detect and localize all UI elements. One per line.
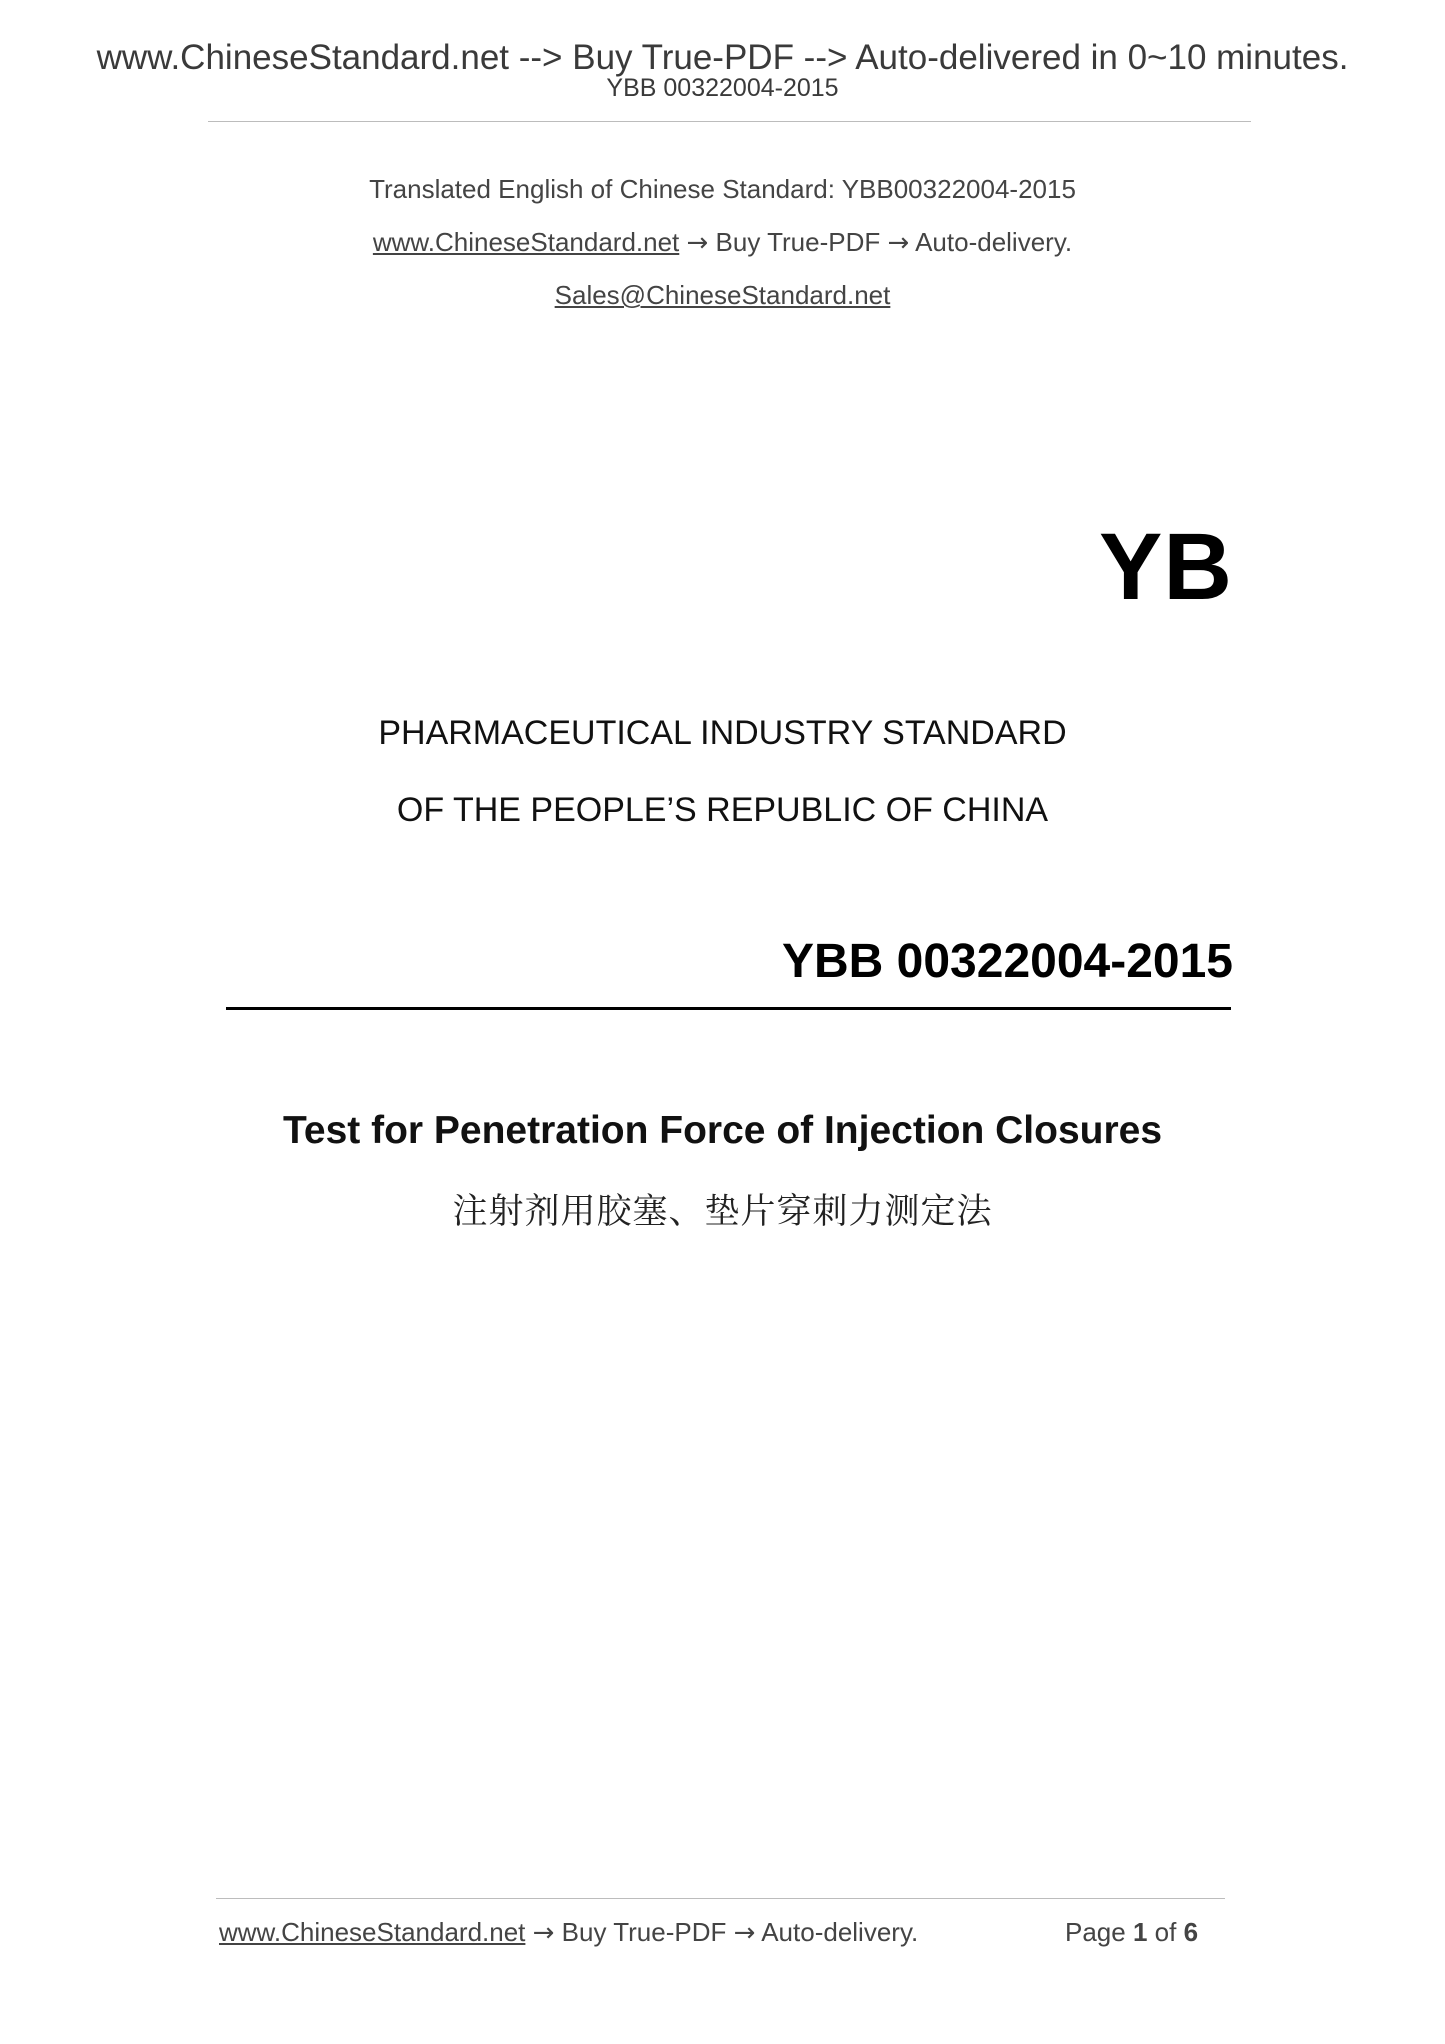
page-total: 6 xyxy=(1183,1917,1199,1947)
buy-true-pdf-label: Buy True-PDF xyxy=(715,227,881,257)
buy-line xyxy=(0,227,1445,258)
of-label: of xyxy=(1154,1917,1177,1947)
arrow-right-icon: → xyxy=(686,228,709,258)
running-header: YBB 00322004-2015 xyxy=(606,74,839,102)
footer-buy-line xyxy=(219,1917,918,1948)
site-link[interactable]: www.ChineseStandard.net xyxy=(372,227,680,257)
standard-number-divider xyxy=(226,1007,1231,1010)
footer-buy-true-pdf-label: Buy True-PDF xyxy=(561,1917,727,1947)
arrow-right-icon: → xyxy=(733,1918,756,1948)
header-divider xyxy=(208,121,1251,122)
arrow-right-icon: → xyxy=(532,1918,555,1948)
issuer-line-1: PHARMACEUTICAL INDUSTRY STANDARD xyxy=(378,714,1067,752)
document-title-chinese: 注射剂用胶塞、垫片穿刺力测定法 xyxy=(452,1192,993,1232)
footer-auto-delivery-label: Auto-delivery. xyxy=(761,1917,919,1947)
document-title-english: Test for Penetration Force of Injection Closures xyxy=(282,1109,1163,1152)
footer-site-link[interactable]: www.ChineseStandard.net xyxy=(219,1917,526,1947)
issuer-line-2: OF THE PEOPLE’S REPUBLIC OF CHINA xyxy=(396,791,1049,829)
arrow-right-icon: → xyxy=(887,228,910,258)
standard-mark: YB xyxy=(1099,514,1233,620)
top-banner[interactable]: www.ChineseStandard.net --> Buy True-PDF --> Auto-delivered in 0~10 minutes. xyxy=(96,38,1349,77)
page-current: 1 xyxy=(1132,1917,1148,1947)
page-label: Page xyxy=(1065,1917,1126,1947)
auto-delivery-label: Auto-delivery. xyxy=(915,227,1073,257)
sales-email-link[interactable]: Sales@ChineseStandard.net xyxy=(554,280,891,310)
translated-standard-line: Translated English of Chinese Standard: YBB00322004-2015 xyxy=(369,174,1076,204)
sales-line xyxy=(0,280,1445,311)
footer-divider xyxy=(216,1898,1225,1899)
page-indicator xyxy=(1065,1917,1198,1948)
standard-number: YBB 00322004-2015 xyxy=(781,935,1233,988)
